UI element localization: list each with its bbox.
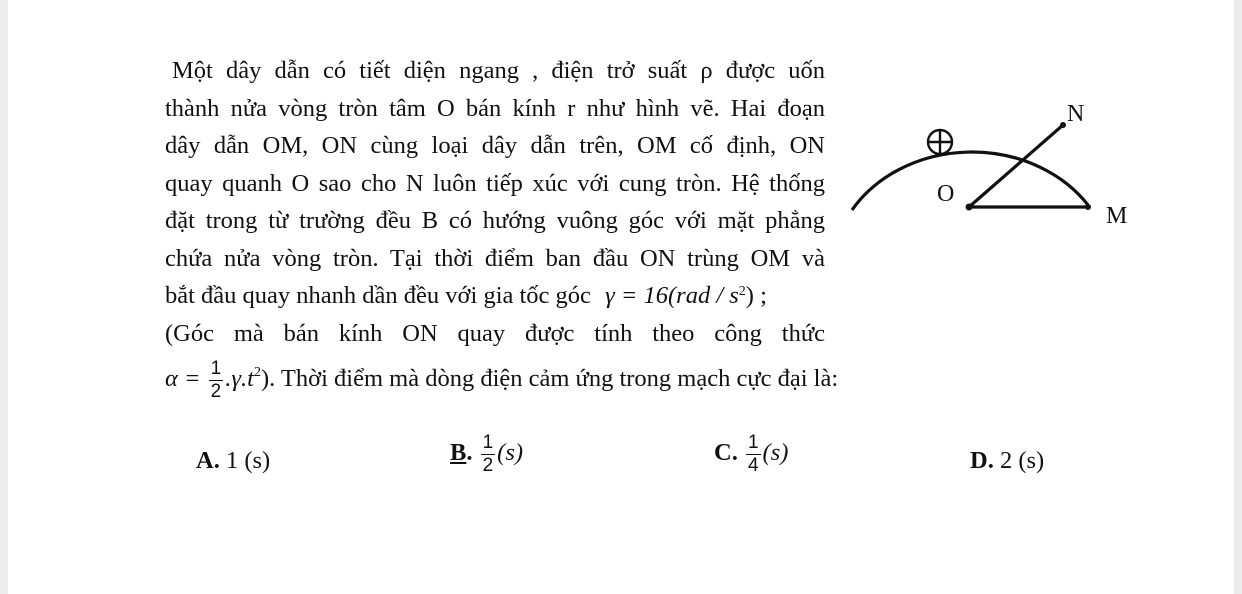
problem-line-7-text: bắt đầu quay nhanh dần đều với gia tốc góc [165,282,591,309]
answer-A-value: 1 (s) [225,447,271,474]
problem-line-3: dây dẫn OM, ON cùng loại dây dẫn trên, OM cố định, ON [165,132,825,159]
label-O: O [937,181,955,207]
problem-line-1: Một dây dẫn có tiết diện ngang , điện trở suất ρ được uốn [172,57,825,84]
problem-line-5: đặt trong từ trường đều B có hướng vuông góc với mặt phẳng [165,207,825,234]
label-N: N [1067,101,1085,127]
problem-line-4: quay quanh O sao cho N luôn tiếp xúc với cung tròn. Hệ thống [165,169,825,197]
label-M: M [1106,203,1128,229]
magnetic-field-into-page-icon [928,130,952,154]
alpha-fraction-denominator: 2 [210,381,222,402]
alpha-exponent: 2 [253,365,261,380]
answer-C-denominator: 4 [747,455,759,476]
alpha-rhs: .γ.t [225,365,254,393]
wire-ON [969,125,1063,207]
semicircle-diagram [848,80,1148,230]
answer-B-unit: (s) [497,439,524,467]
alpha-lhs: α = [165,365,201,393]
point-M [1085,204,1091,210]
problem-statement [165,52,839,403]
answer-B[interactable] [450,432,523,477]
answer-B-fraction [481,432,496,477]
problem-line-6: chứa nửa vòng tròn. Tại thời điểm ban đầu ON trùng OM và [165,244,825,272]
answer-B-dot: . [466,439,473,467]
point-N [1060,122,1066,128]
answer-C[interactable] [714,432,788,477]
answer-choices [8,432,1234,500]
alpha-close: ). Thời điểm mà dòng điện cảm ứng trong mạch cực đại là: [260,365,839,393]
answer-B-numerator: 1 [482,432,494,453]
answer-C-numerator: 1 [747,432,759,453]
alpha-fraction-numerator: 1 [210,358,222,379]
answer-B-denominator: 2 [482,455,494,476]
gamma-formula: γ = 16(rad / s [605,282,739,309]
answer-B-label: B [450,439,467,467]
problem-line-9 [165,358,839,403]
semicircle-arc [852,152,1088,210]
answer-D-label: D. [970,447,994,474]
answer-A[interactable] [196,447,270,475]
answer-D[interactable] [970,447,1044,475]
gamma-exponent: 2 [738,284,746,299]
problem-line-7 [165,277,825,315]
point-O [966,204,973,211]
answer-C-unit: (s) [762,439,789,467]
document-page [8,0,1234,594]
problem-line-8: (Góc mà bán kính ON quay được tính theo công thức [165,319,825,347]
answer-C-label: C. [714,439,738,467]
alpha-fraction [209,358,224,403]
problem-line-2: thành nửa vòng tròn tâm O bán kính r như hình vẽ. Hai đoạn [165,94,825,122]
gamma-close: ) ; [745,282,767,309]
answer-D-value: 2 (s) [999,447,1045,474]
answer-C-fraction [746,432,761,477]
answer-A-label: A. [196,447,220,474]
